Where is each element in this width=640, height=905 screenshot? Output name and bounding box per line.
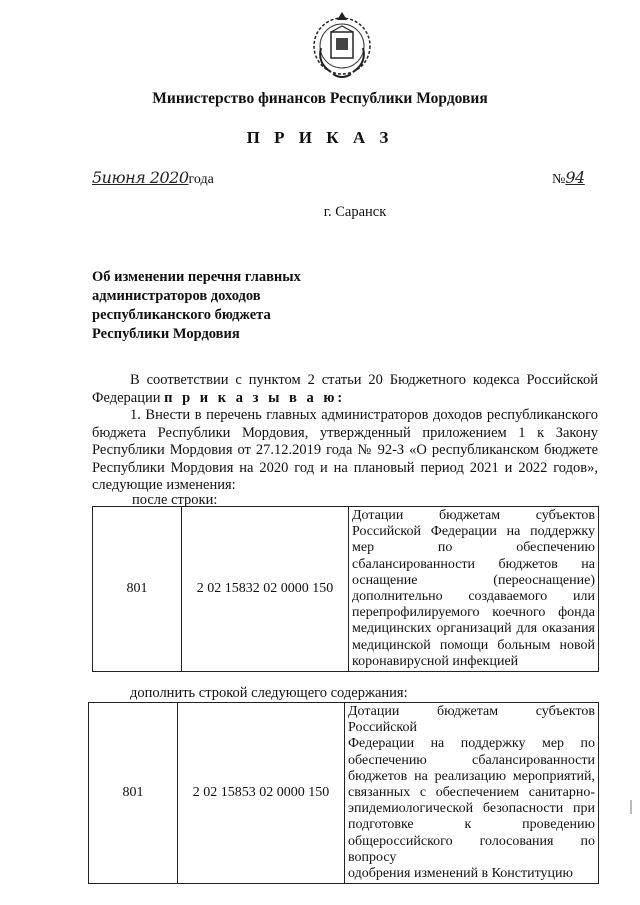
- description-line: бюджетов на реализацию мероприятий,: [348, 768, 595, 784]
- description-line: связанных с обеспечением санитарно-: [348, 785, 595, 801]
- item-1-paragraph: 1. Внести в перечень главных администраторов доходов республиканского бюджета Республики Мордовия, утвержденный приложением 1 к Закону Республики Мордовия от 27.12.2019 года № 92-З «О республиканском бюджете Республики Мордовия на 2020 год и на плановый период 2021 и 2022 годов», следующие изменения:: [92, 407, 598, 493]
- new-row-table: [88, 702, 599, 884]
- ministry-name: Министерство финансов Республики Мордовия: [152, 90, 488, 107]
- order-body: [92, 372, 598, 495]
- description-line: одобрения изменений в Конституцию: [348, 866, 574, 882]
- revenue-code-cell: 2 02 15853 02 0000 150: [178, 703, 345, 884]
- description-line: мер по обеспечению: [352, 540, 595, 556]
- description-line: Дотации бюджетам субъектов Российской: [348, 704, 595, 736]
- subject-line: администраторов доходов: [92, 288, 261, 304]
- add-line-label: дополнить строкой следующего содержания:: [130, 685, 408, 701]
- description-line: подготовке к проведению: [348, 817, 595, 833]
- order-number: [552, 168, 585, 188]
- city: г. Саранск: [323, 204, 387, 220]
- number-prefix: №: [552, 172, 566, 187]
- subject-line: Об изменении перечня главных: [92, 269, 301, 285]
- description-line: дополнительно создаваемого или: [352, 589, 595, 605]
- orders-word: п р и к а з ы в а ю:: [164, 389, 346, 406]
- order-subject: [92, 268, 352, 344]
- description-cell: [349, 507, 599, 672]
- preamble-paragraph: [92, 372, 598, 407]
- description-line: перепрофилируемого коечного фонда: [352, 605, 595, 621]
- description-line: общероссийского голосования по вопросу: [348, 833, 595, 865]
- description-line: эпидемиологической безопасности при: [348, 801, 595, 817]
- description-line: обеспечению сбалансированности: [348, 752, 595, 768]
- table-row: [93, 507, 599, 672]
- admin-code-cell: 801: [93, 507, 182, 672]
- description-line: медицинской помощи больным новой: [352, 637, 595, 653]
- existing-row-table: [92, 506, 599, 672]
- scan-artifact: [630, 800, 632, 814]
- revenue-code-cell: 2 02 15832 02 0000 150: [182, 507, 349, 672]
- handwritten-date: 5июня 2020: [92, 168, 189, 187]
- table-row: [89, 703, 599, 884]
- description-line: медицинских организаций для оказания: [352, 621, 595, 637]
- coat-of-arms-emblem: [309, 8, 375, 84]
- preamble-text: В соответствии с пунктом 2 статьи 20 Бюджетного кодекса Российской Федерации: [92, 372, 598, 406]
- description-line: коронавирусной инфекцией: [352, 653, 519, 669]
- description-cell: [345, 703, 599, 884]
- order-title: П Р И К А З: [246, 128, 394, 147]
- subject-line: республиканского бюджета: [92, 307, 271, 323]
- description-line: оснащение (переоснащение): [352, 572, 595, 588]
- handwritten-number: 94: [565, 168, 585, 187]
- date-suffix: года: [188, 172, 214, 187]
- description-line: Федерации на поддержку мер по: [348, 736, 595, 752]
- admin-code-cell: 801: [89, 703, 178, 884]
- subject-line: Республики Мордовия: [92, 326, 240, 342]
- order-date: [92, 168, 214, 188]
- description-line: Дотации бюджетам субъектов: [352, 508, 595, 523]
- description-line: Российской Федерации на поддержку: [352, 524, 595, 540]
- description-line: сбалансированности бюджетов на: [352, 556, 595, 572]
- after-line-label: после строки:: [132, 492, 218, 508]
